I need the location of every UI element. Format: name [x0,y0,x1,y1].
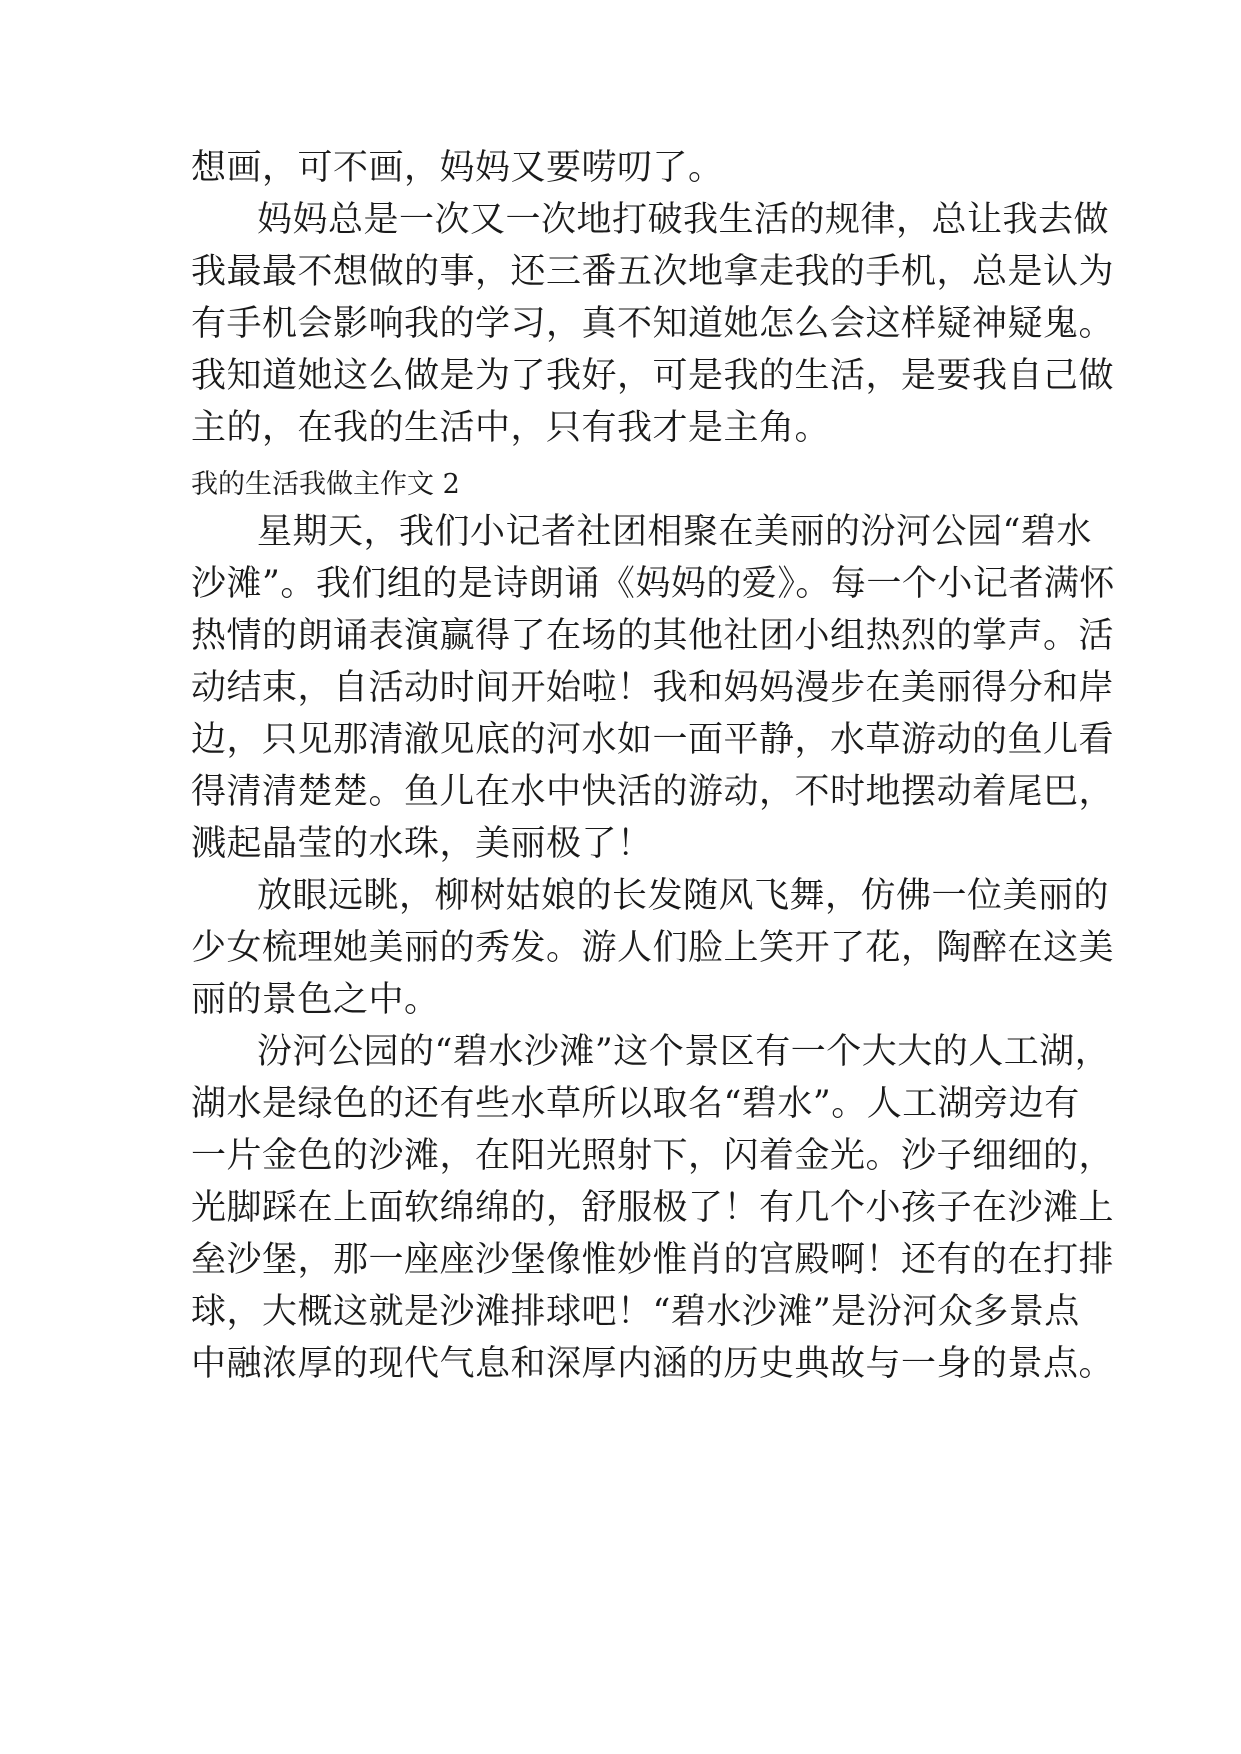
text-line: 热情的朗诵表演赢得了在场的其他社团小组热烈的掌声。活 [191,616,1115,656]
text-line: 少女梳理她美丽的秀发。游人们脸上笑开了花，陶醉在这美 [191,928,1115,968]
text-line: 有手机会影响我的学习，真不知道她怎么会这样疑神疑鬼。 [191,304,1115,344]
text-line: 湖水是绿色的还有些水草所以取名“碧水”。人工湖旁边有 [191,1084,1080,1124]
text-line: 主的，在我的生活中，只有我才是主角。 [191,408,831,448]
text-line: 一片金色的沙滩，在阳光照射下，闪着金光。沙子细细的， [191,1136,1115,1176]
text-line: 沙滩”。我们组的是诗朗诵《妈妈的爱》。每一个小记者满怀 [191,564,1115,604]
text-line: 光脚踩在上面软绵绵的，舒服极了！有几个小孩子在沙滩上 [191,1188,1115,1228]
text-line: 溅起晶莹的水珠，美丽极了！ [191,824,653,864]
paragraph-first-line: 汾河公园的“碧水沙滩”这个景区有一个大大的人工湖， [257,1032,1111,1072]
text-line: 得清清楚楚。鱼儿在水中快活的游动，不时地摆动着尾巴， [191,772,1115,812]
text-line: 垒沙堡，那一座座沙堡像惟妙惟肖的宫殿啊！还有的在打排 [191,1240,1115,1280]
text-line: 球，大概这就是沙滩排球吧！“碧水沙滩”是汾河众多景点 [191,1292,1080,1332]
section-heading: 我的生活我做主作文 2 [191,469,460,500]
paragraph-first-line: 妈妈总是一次又一次地打破我生活的规律，总让我去做 [257,200,1110,240]
text-line: 丽的景色之中。 [191,980,440,1020]
paragraph-first-line: 放眼远眺，柳树姑娘的长发随风飞舞，仿佛一位美丽的 [257,876,1110,916]
text-line: 想画，可不画，妈妈又要唠叨了。 [191,148,724,188]
text-line: 边，只见那清澈见底的河水如一面平静，水草游动的鱼儿看 [191,720,1115,760]
text-line: 动结束，自活动时间开始啦！我和妈妈漫步在美丽得分和岸 [191,668,1115,708]
text-line: 中融浓厚的现代气息和深厚内涵的历史典故与一身的景点。 [191,1344,1115,1384]
paragraph-first-line: 星期天，我们小记者社团相聚在美丽的汾河公园“碧水 [257,512,1092,552]
text-line: 我知道她这么做是为了我好，可是我的生活，是要我自己做 [191,356,1115,396]
text-line: 我最最不想做的事，还三番五次地拿走我的手机，总是认为 [191,252,1115,292]
